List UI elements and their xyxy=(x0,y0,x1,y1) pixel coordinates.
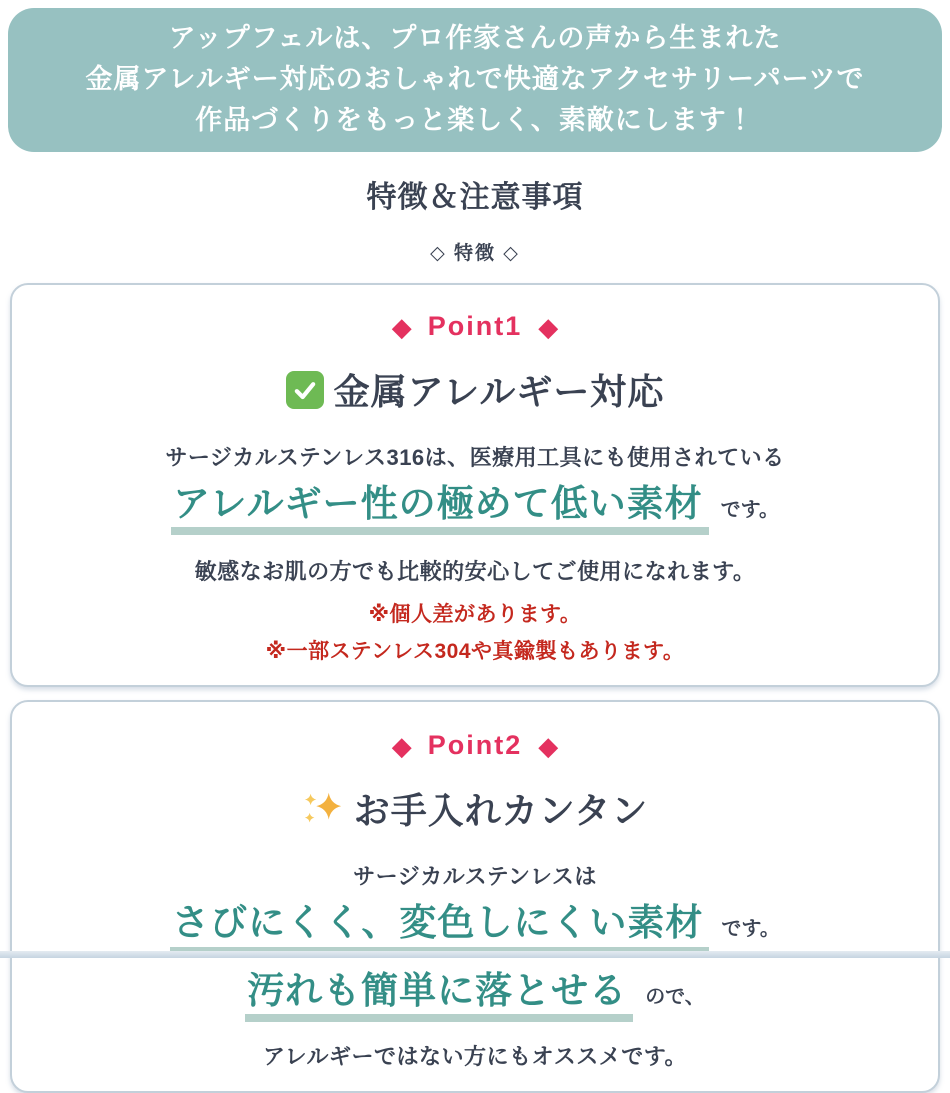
card2-highlight-row-1 xyxy=(30,901,920,954)
card2-highlight-suffix-1: です。 xyxy=(721,918,780,941)
card2-title-row xyxy=(30,783,920,834)
card1-note-2: ※一部ステンレス304や真鍮製もあります。 xyxy=(265,640,685,664)
card2-highlight-text-1: さびにくく、変色しにくい素材 xyxy=(170,901,709,954)
diamond-icon: ◆ xyxy=(391,730,412,761)
next-section-edge xyxy=(0,951,950,958)
card1-title: 金属アレルギー対応 xyxy=(333,371,665,412)
point2-label: Point2 xyxy=(427,730,523,761)
point2-heading xyxy=(30,730,920,761)
check-mark-icon xyxy=(286,371,324,409)
card1-title-row xyxy=(30,364,920,415)
card1-intro-text: サージカルステンレス316は、医療用工具にも使用されている xyxy=(165,445,785,470)
sparkles-icon xyxy=(302,788,344,830)
intro-banner xyxy=(8,8,942,152)
card1-highlight-suffix: です。 xyxy=(720,499,779,521)
card1-highlight-text: アレルギー性の極めて低い素材 xyxy=(171,482,709,535)
section-subtitle: ◇ 特徴 ◇ xyxy=(430,243,520,264)
feature-card-point1 xyxy=(10,283,940,687)
card2-intro-text: サージカルステンレスは xyxy=(353,864,597,890)
banner-line-1: アップフェルは、プロ作家さんの声から生まれた xyxy=(168,23,782,54)
diamond-icon: ◆ xyxy=(538,311,559,342)
card2-highlight-row-2 xyxy=(30,969,920,1022)
card2-highlight-text-2: 汚れも簡単に落とせる xyxy=(245,969,633,1022)
point1-heading xyxy=(30,311,920,342)
card1-note-1: ※個人差があります。 xyxy=(368,603,582,627)
feature-card-point2 xyxy=(10,700,940,1093)
section-title: 特徴＆注意事項 xyxy=(366,181,584,214)
banner-line-3: 作品づくりをもっと楽しく、素敵にします！ xyxy=(195,104,755,135)
point1-label: Point1 xyxy=(427,311,523,341)
card1-highlight-row xyxy=(30,482,920,535)
card2-body-text: アレルギーではない方にもオススメです。 xyxy=(262,1044,688,1070)
card1-body-text: 敏感なお肌の方でも比較的安心してご使用になれます。 xyxy=(194,559,756,585)
diamond-icon: ◆ xyxy=(538,730,559,761)
card2-title: お手入れカンタン xyxy=(353,790,649,832)
card2-highlight-suffix-2: ので、 xyxy=(645,985,705,1008)
banner-line-2: 金属アレルギー対応のおしゃれで快適なアクセサリーパーツで xyxy=(85,64,865,95)
diamond-icon: ◆ xyxy=(391,311,412,342)
